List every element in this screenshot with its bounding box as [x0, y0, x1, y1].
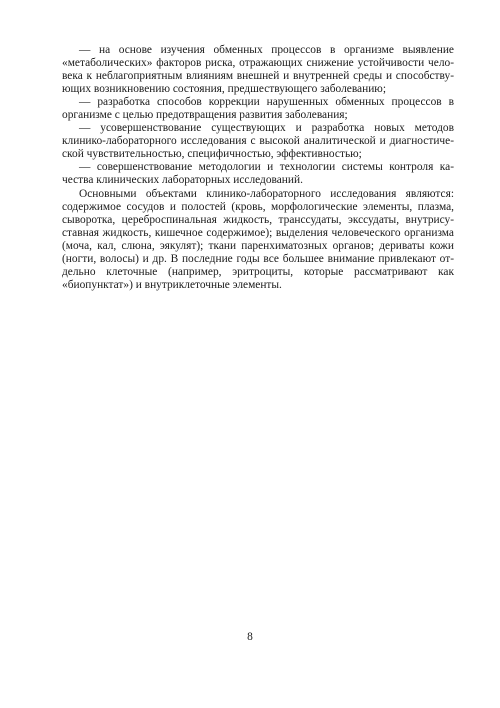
text-line-11: чества клинических лабораторных исследований. [62, 174, 303, 187]
page-number: 8 [247, 631, 253, 643]
text-line-14: сыворотка, цереброспинальная жидкость, транссудаты, экссудаты, внутрису- [62, 213, 454, 226]
text-line-6: организме с целью предотвращения развития заболевания; [62, 109, 348, 122]
text-line-1: — на основе изучения обменных процессов в организме выявление [79, 44, 454, 56]
text-line-8: клинико-лабораторного исследования с высокой аналитической и диагностиче- [62, 135, 454, 148]
text-line-17: (ногти, волосы) и др. В последние годы все большее внимание привлекают от- [62, 252, 454, 265]
text-line-12: Основными объектами клинико-лабораторного исследования являются: [79, 187, 454, 200]
text-line-10: — совершенствование методологии и технологии системы контроля ка- [79, 161, 454, 174]
text-line-19: «биопунктат») и внутриклеточные элементы. [62, 278, 282, 291]
text-line-3: века к неблагоприятным влияниям внешней и внутренней среды и способству- [62, 70, 454, 83]
text-line-18: дельно клеточные (например, эритроциты, которые рассматривают как [62, 265, 454, 278]
text-line-7: — усовершенствование существующих и разработка новых методов [79, 122, 454, 135]
body-text [62, 44, 454, 292]
text-line-2: «метаболических» факторов риска, отражающих снижение устойчивости чело- [62, 57, 454, 70]
text-line-9: ской чувствительностью, специфичностью, эффективностью; [62, 148, 362, 161]
text-line-15: ставная жидкость, кишечное содержимое); выделения человеческого организма [62, 226, 454, 239]
text-line-16: (моча, кал, слюна, эякулят); ткани паренхиматозных органов; дериваты кожи [62, 239, 454, 252]
text-line-13: содержимое сосудов и полостей (кровь, морфологические элементы, плазма, [62, 200, 454, 213]
text-line-5: — разработка способов коррекции нарушенных обменных процессов в [79, 96, 454, 109]
text-line-4: ющих возникновению состояния, предшествующего заболеванию; [62, 83, 386, 96]
